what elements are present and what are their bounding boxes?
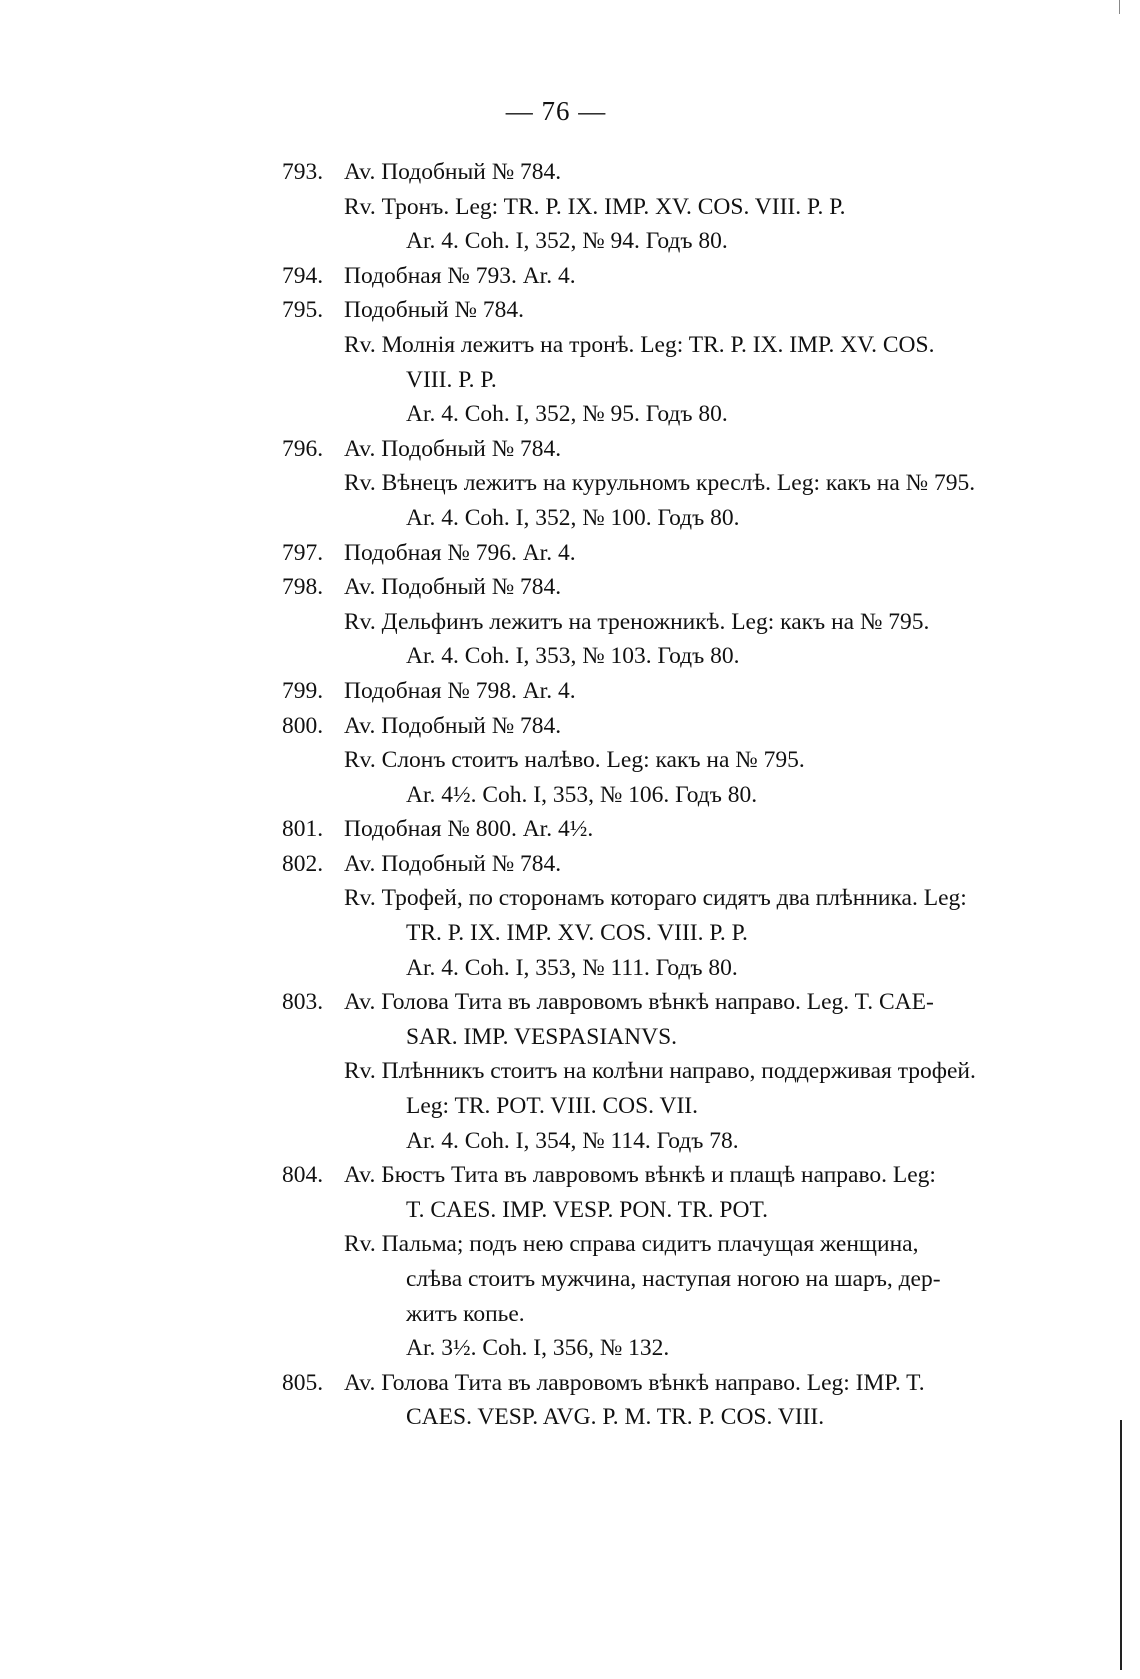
entry-number: 795. <box>282 297 324 324</box>
catalog-entry-line <box>282 466 1082 501</box>
entry-text: T. CAES. IMP. VESP. PON. TR. POT. <box>406 1196 768 1223</box>
catalog-entry-line <box>282 328 1082 363</box>
catalog-entry-line-first <box>282 985 1082 1020</box>
entry-text: VIII. P. P. <box>406 366 497 393</box>
catalog-entries <box>282 155 1082 1435</box>
entry-text: Rv. Тронъ. Leg: TR. P. IX. IMP. XV. COS. VIII. P. P. <box>344 193 846 220</box>
catalog-entry-line-first <box>282 847 1082 882</box>
page-edge-shadow <box>1120 1420 1122 1670</box>
catalog-entry-line <box>282 190 1082 225</box>
entry-number: 793. <box>282 159 324 185</box>
entry-text: Rv. Дельфинъ лежитъ на треножникѣ. Leg: какъ на № 795. <box>344 608 930 635</box>
entry-text: Подобная № 796. Ar. 4. <box>344 539 576 566</box>
catalog-entry-line <box>282 1089 1082 1124</box>
catalog-entry-line-first <box>282 709 1082 744</box>
catalog-entry-line-first <box>282 812 1082 847</box>
entry-number: 797. <box>282 539 324 566</box>
entry-text: CAES. VESP. AVG. P. M. TR. P. COS. VIII. <box>406 1404 825 1431</box>
entry-text: Rv. Трофей, по сторонамъ котораго сидятъ два плѣнника. Leg: <box>344 885 967 912</box>
entry-number: 800. <box>282 712 324 739</box>
entry-text: Av. Бюстъ Тита въ лавровомъ вѣнкѣ и плащѣ направо. Leg: <box>344 1162 936 1189</box>
catalog-entry-line-first <box>282 570 1082 605</box>
entry-number: 799. <box>282 677 324 704</box>
entry-number: 798. <box>282 574 324 601</box>
entry-text: Подобная № 798. Ar. 4. <box>344 677 576 704</box>
entry-text: Ar. 4. Coh. I, 352, № 94. Годъ 80. <box>406 228 728 255</box>
entry-text: Rv. Пальма; подъ нею справа сидитъ плачущая женщина, <box>344 1231 919 1258</box>
catalog-entry-line <box>282 916 1082 951</box>
catalog-entry-line <box>282 778 1082 813</box>
catalog-entry-line-first <box>282 536 1082 571</box>
entry-text: Ar. 4. Coh. I, 353, № 103. Годъ 80. <box>406 643 740 670</box>
catalog-entry-line <box>282 1020 1082 1055</box>
page-edge-mark <box>1119 0 1120 14</box>
entry-number: 805. <box>282 1369 324 1396</box>
entry-text: Подобный № 784. <box>344 297 524 324</box>
entry-text: Ar. 4. Coh. I, 354, № 114. Годъ 78. <box>406 1127 739 1154</box>
entry-text: Rv. Вѣнецъ лежитъ на курульномъ креслѣ. Leg: какъ на № 795. <box>344 470 976 497</box>
catalog-entry-line-first <box>282 259 1082 294</box>
entry-text: Подобная № 800. Ar. 4½. <box>344 816 594 843</box>
catalog-entry-line <box>282 1054 1082 1089</box>
catalog-entry-line <box>282 743 1082 778</box>
catalog-entry-line <box>282 1124 1082 1159</box>
catalog-entry-line <box>282 1400 1082 1435</box>
entry-text: Rv. Плѣнникъ стоитъ на колѣни направо, поддерживая трофей. <box>344 1058 976 1085</box>
entry-text: Av. Подобный № 784. <box>344 850 562 877</box>
entry-number: 794. <box>282 262 324 289</box>
catalog-entry-line <box>282 881 1082 916</box>
catalog-entry-line <box>282 1331 1082 1366</box>
catalog-entry-line <box>282 1193 1082 1228</box>
catalog-entry-line <box>282 501 1082 536</box>
catalog-entry-line <box>282 951 1082 986</box>
entry-text: TR. P. IX. IMP. XV. COS. VIII. P. P. <box>406 920 748 947</box>
entry-text: Ar. 4½. Coh. I, 353, № 106. Годъ 80. <box>406 781 758 808</box>
entry-text: житъ копье. <box>406 1300 525 1327</box>
entry-text: Av. Подобный № 784. <box>344 435 562 462</box>
catalog-entry-line <box>282 224 1082 259</box>
catalog-entry-line-first <box>282 1366 1082 1401</box>
entry-number: 796. <box>282 435 324 462</box>
entry-number: 804. <box>282 1162 324 1189</box>
entry-text: Ar. 4. Coh. I, 352, № 95. Годъ 80. <box>406 401 728 428</box>
catalog-entry-line-first <box>282 1158 1082 1193</box>
entry-text: Av. Подобный № 784. <box>344 159 562 185</box>
catalog-entry-line <box>282 397 1082 432</box>
catalog-entry-line <box>282 639 1082 674</box>
catalog-entry-line <box>282 1297 1082 1332</box>
catalog-entry-line <box>282 1262 1082 1297</box>
entry-text: Av. Подобный № 784. <box>344 574 562 601</box>
entry-text: слѣва стоитъ мужчина, наступая ногою на шаръ, дер- <box>406 1266 941 1292</box>
entry-text: Leg: TR. POT. VIII. COS. VII. <box>406 1093 699 1120</box>
catalog-entry-line-first <box>282 293 1082 328</box>
entry-number: 802. <box>282 850 324 877</box>
entry-text: Ar. 4. Coh. I, 353, № 111. Годъ 80. <box>406 954 738 981</box>
entry-text: Подобная № 793. Ar. 4. <box>344 262 576 289</box>
entry-number: 801. <box>282 816 324 843</box>
entry-text: Rv. Молнія лежитъ на тронѣ. Leg: TR. P. IX. IMP. XV. COS. <box>344 331 935 358</box>
entry-text: Ar. 4. Coh. I, 352, № 100. Годъ 80. <box>406 504 740 531</box>
entry-text: SAR. IMP. VESPASIANVS. <box>406 1023 678 1050</box>
catalog-entry-line <box>282 363 1082 398</box>
entry-text: Rv. Слонъ стоитъ налѣво. Leg: какъ на № 795. <box>344 747 805 774</box>
page-number: — 76 — <box>505 96 607 126</box>
entry-number: 803. <box>282 989 324 1016</box>
catalog-entry-line-first <box>282 155 1082 190</box>
catalog-entry-line <box>282 1227 1082 1262</box>
catalog-entry-line-first <box>282 432 1082 467</box>
entry-text: Ar. 3½. Coh. I, 356, № 132. <box>406 1335 670 1362</box>
catalog-entry-line <box>282 605 1082 640</box>
entry-text: Av. Подобный № 784. <box>344 712 562 739</box>
entry-text: Av. Голова Тита въ лавровомъ вѣнкѣ направо. Leg: IMP. T. <box>344 1369 925 1396</box>
catalog-entry-line-first <box>282 674 1082 709</box>
entry-text: Av. Голова Тита въ лавровомъ вѣнкѣ направо. Leg. T. CAE- <box>344 989 934 1016</box>
